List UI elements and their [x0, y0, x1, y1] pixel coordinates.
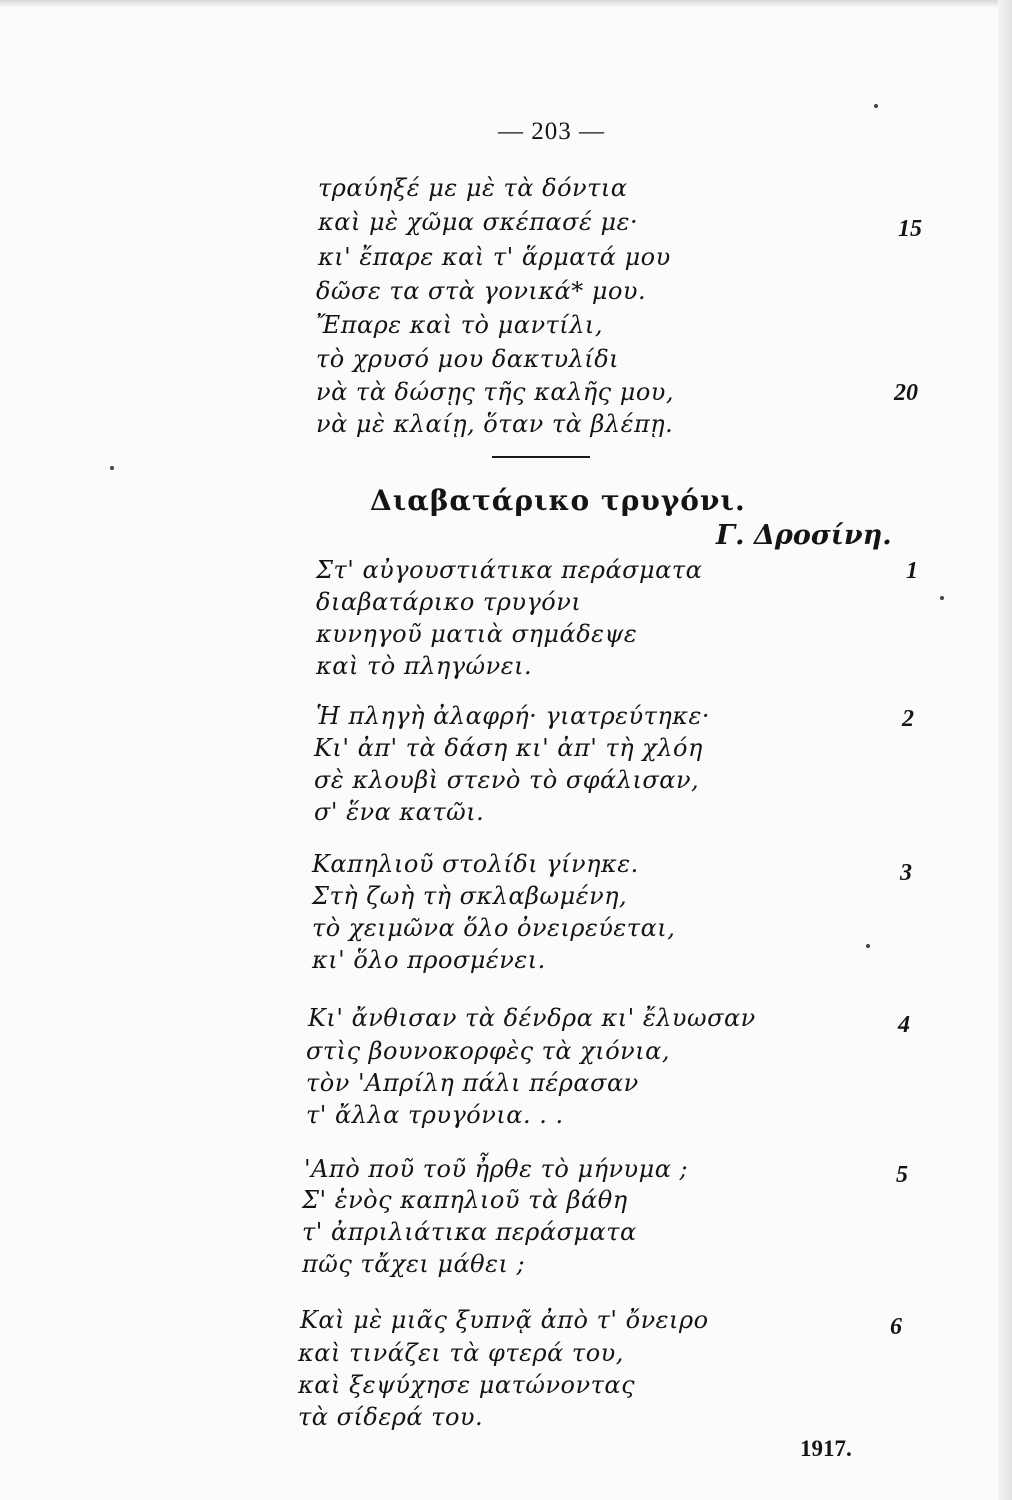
- stanza-line: Σ' ἑνὸς καπηλιοῦ τὰ βάθη: [302, 1186, 628, 1214]
- section-divider: [492, 456, 590, 458]
- stanza-line: τ' ἄλλα τρυγόνια. . .: [306, 1101, 564, 1129]
- scan-speck: [874, 104, 878, 108]
- stanza-line: 'Απὸ ποῦ τοῦ ἦρθε τὸ μήνυμα ;: [304, 1155, 689, 1183]
- stanza-number: 6: [890, 1314, 902, 1340]
- scan-speck: [110, 466, 114, 470]
- stanza-line: κι' ὅλο προσμένει.: [312, 946, 546, 974]
- poem-line: δῶσε τα στὰ γονικά* μου.: [316, 277, 647, 305]
- stanza-line: Στ' αὐγουστιάτικα περάσματα: [316, 556, 703, 584]
- scan-speck: [866, 944, 870, 948]
- line-number: 15: [898, 216, 922, 242]
- stanza-line: Ἡ πληγὴ ἀλαφρή· γιατρεύτηκε·: [316, 702, 711, 730]
- stanza-line: Καπηλιοῦ στολίδι γίνηκε.: [312, 850, 639, 878]
- page-number: — 203 —: [498, 118, 605, 145]
- stanza-line: καὶ ξεψύχησε ματώνοντας: [298, 1371, 636, 1399]
- poem-line: τὸ χρυσό μου δακτυλίδι: [316, 345, 620, 373]
- stanza-line: τὸ χειμῶνα ὅλο ὀνειρεύεται,: [312, 914, 676, 942]
- stanza-line: καὶ τινάζει τὰ φτερά του,: [298, 1339, 624, 1367]
- poem-title: Διαβατάρικο τρυγόνι.: [370, 484, 746, 517]
- stanza-number: 4: [898, 1012, 910, 1038]
- stanza-line: Κι' ἄνθισαν τὰ δένδρα κι' ἔλυωσαν: [308, 1004, 756, 1032]
- stanza-line: Στὴ ζωὴ τὴ σκλαβωμένη,: [312, 882, 628, 910]
- stanza-line: κυνηγοῦ ματιὰ σημάδεψε: [316, 620, 638, 648]
- poem-author: Γ. Δροσίνη.: [716, 520, 892, 551]
- stanza-line: τὰ σίδερά του.: [298, 1403, 484, 1431]
- stanza-number: 5: [896, 1162, 908, 1188]
- stanza-line: σὲ κλουβὶ στενὸ τὸ σφάλισαν,: [314, 766, 700, 794]
- scan-speck: [940, 596, 944, 600]
- poem-line: τραύηξέ με μὲ τὰ δόντια: [318, 174, 628, 202]
- stanza-line: πῶς τἄχει μάθει ;: [302, 1250, 526, 1278]
- poem-line: νὰ τὰ δώσῃς τῆς καλῆς μου,: [316, 378, 674, 406]
- stanza-number: 3: [900, 860, 912, 886]
- stanza-line: τ' ἀπριλιάτικα περάσματα: [302, 1218, 637, 1246]
- poem-line: νὰ μὲ κλαίῃ, ὅταν τὰ βλέπῃ.: [316, 410, 674, 438]
- stanza-line: Κι' ἀπ' τὰ δάση κι' ἀπ' τὴ χλόη: [314, 734, 703, 762]
- stanza-line: Καὶ μὲ μιᾶς ξυπνᾷ ἀπὸ τ' ὄνειρο: [300, 1306, 709, 1334]
- poem-line: Ἔπαρε καὶ τὸ μαντίλι,: [316, 311, 603, 339]
- stanza-line: καὶ τὸ πληγώνει.: [316, 652, 533, 680]
- poem-line: καὶ μὲ χῶμα σκέπασέ με·: [318, 208, 639, 236]
- stanza-number: 2: [902, 706, 914, 732]
- stanza-line: στὶς βουνοκορφὲς τὰ χιόνια,: [306, 1037, 670, 1065]
- poem-line: κι' ἔπαρε καὶ τ' ἅρματά μου: [318, 243, 671, 271]
- page-top-shadow: [0, 0, 1012, 8]
- stanza-line: διαβατάρικο τρυγόνι: [316, 588, 582, 616]
- stanza-number: 1: [906, 558, 918, 584]
- stanza-line: σ' ἕνα κατῶι.: [314, 798, 485, 826]
- poem-year: 1917.: [800, 1436, 852, 1461]
- line-number: 20: [894, 380, 918, 406]
- page-right-edge: [998, 0, 1012, 1500]
- stanza-line: τὸν 'Απρίλη πάλι πέρασαν: [306, 1069, 639, 1097]
